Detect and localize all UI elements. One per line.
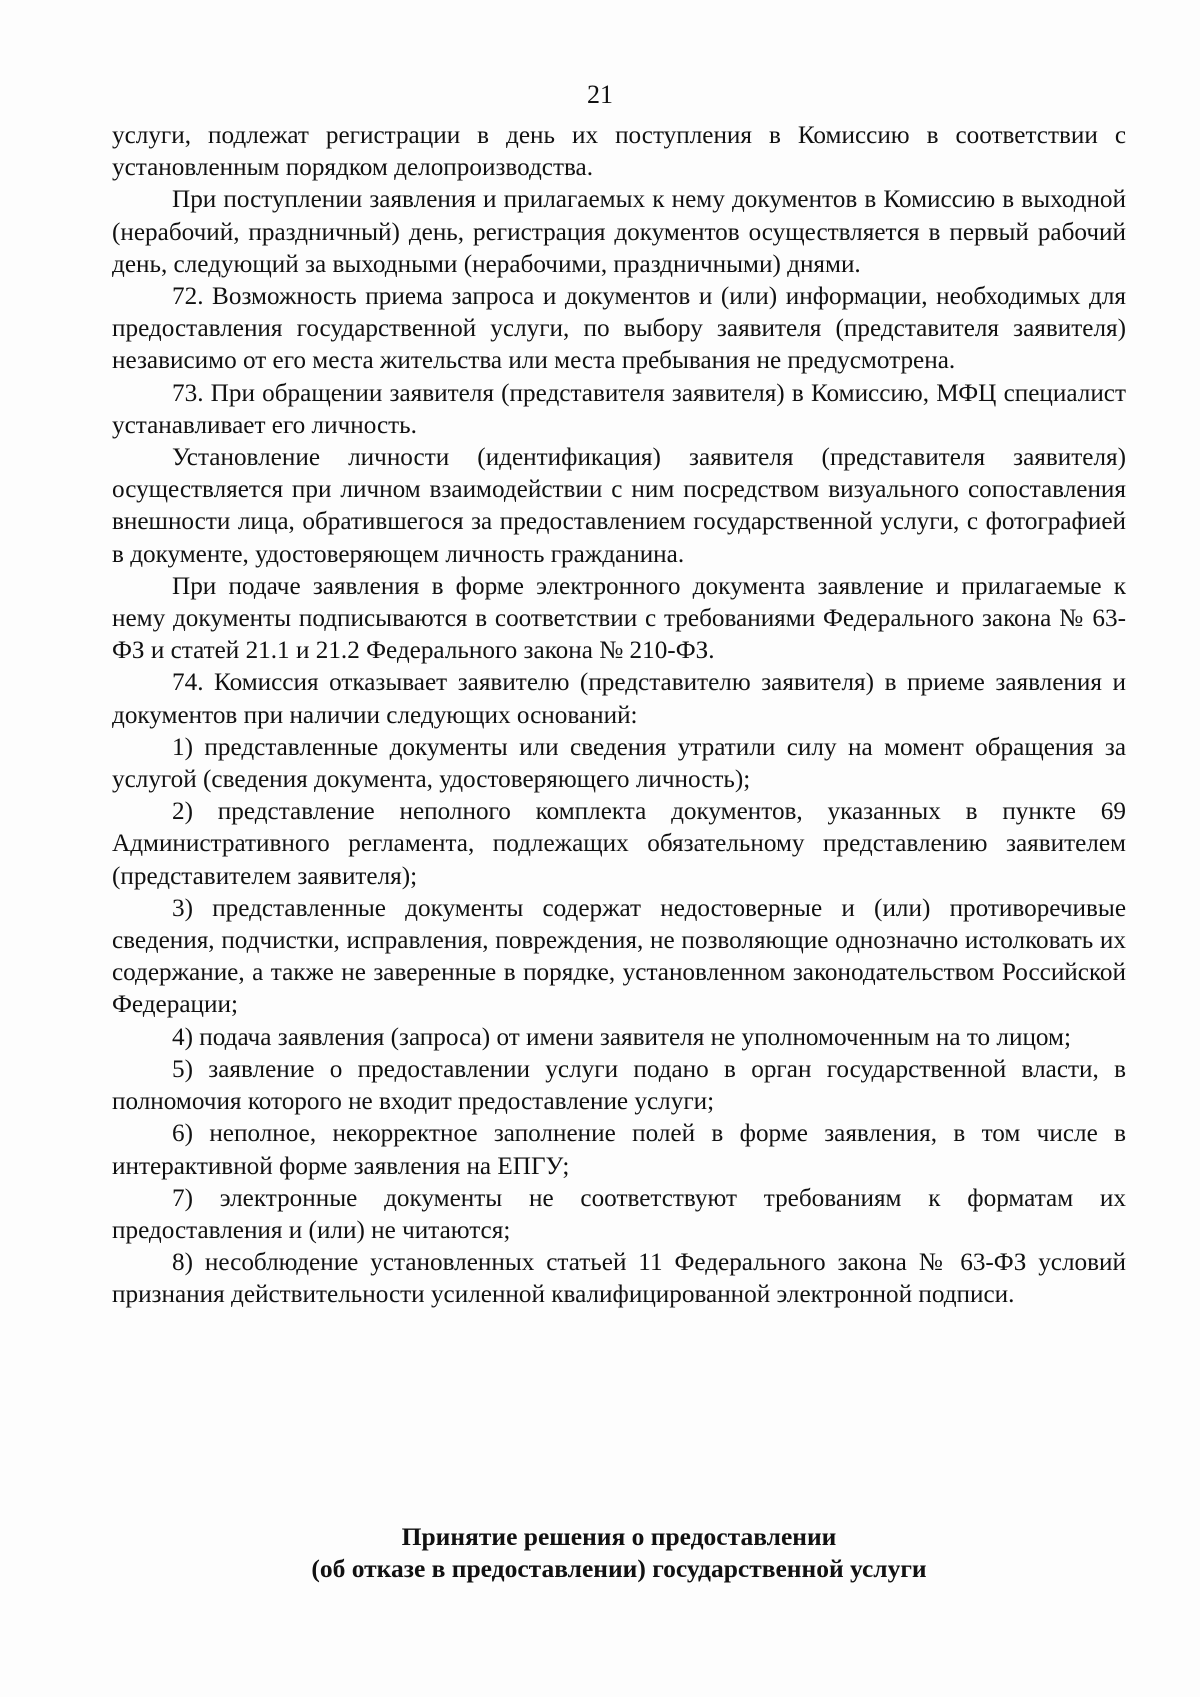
list-item-4: 4) подача заявления (запроса) от имени заявителя не уполномоченным на то лицом; (172, 1023, 1071, 1051)
paragraph-72: 72. Возможность приема запроса и документов и (или) информации, необходимых для предоставления государственной услуги, по выбору заявителя (представителя заявителя) независимо от его места жительства или места пребывания не предусмотрена. (112, 283, 1126, 375)
list-item-2: 2) представление неполного комплекта документов, указанных в пункте 69 Административного регламента, подлежащих обязательному представлению заявителем (представителем заявителя); (112, 798, 1126, 890)
list-item-7: 7) электронные документы не соответствуют требованиям к форматам их предоставления и (или) не читаются; (112, 1184, 1126, 1244)
list-item-5: 5) заявление о предоставлении услуги подано в орган государственной власти, в полномочия которого не входит предоставление услуги; (112, 1055, 1126, 1116)
paragraph-74: 74. Комиссия отказывает заявителю (представителю заявителя) в приеме заявления и документов при наличии следующих оснований: (112, 669, 1126, 729)
section-heading-line-1: Принятие решения о предоставлении (401, 1522, 837, 1551)
paragraph-continuation: услуги, подлежат регистрации в день их поступления в Комиссию в соответствии с установленным порядком делопроизводства. (112, 122, 1126, 182)
paragraph-weekend-registration: При поступлении заявления и прилагаемых к нему документов в Комиссию в выходной (нерабочий, праздничный) день, регистрация документов осуществляется в первый рабочий день, следующий за выходными (нерабочими, праздничными) днями. (112, 186, 1126, 278)
page-number: 21 (587, 80, 613, 109)
list-item-3: 3) представленные документы содержат недостоверные и (или) противоречивые сведения, подчистки, исправления, повреждения, не позволяющие однозначно истолковать их содержание, а также не заверенные в порядке, установленном законодательством Российской Федерации; (112, 894, 1126, 1019)
section-heading (112, 1521, 1126, 1585)
document-body (112, 120, 1126, 1312)
paragraph-electronic-document: При подаче заявления в форме электронного документа заявление и прилагаемые к нему документы подписываются в соответствии с требованиями Федерального закона № 63-ФЗ и статей 21.1 и 21.2 Федерального закона № 210-ФЗ. (112, 572, 1126, 665)
list-item-8: 8) несоблюдение установленных статьей 11 Федерального закона № 63-ФЗ условий признания действительности усиленной квалифицированной электронной подписи. (112, 1249, 1126, 1309)
list-item-1: 1) представленные документы или сведения утратили силу на момент обращения за услугой (сведения документа, удостоверяющего личность); (112, 733, 1126, 794)
paragraph-73: 73. При обращении заявителя (представителя заявителя) в Комиссию, МФЦ специалист устанавливает его личность. (112, 379, 1126, 439)
section-heading-line-2: (об отказе в предоставлении) государственной услуги (311, 1554, 927, 1583)
paragraph-identification: Установление личности (идентификация) заявителя (представителя заявителя) осуществляется при личном взаимодействии с ним посредством визуального сопоставления внешности лица, обратившегося за предоставлением государственной услуги, с фотографией в документе, удостоверяющем личность гражданина. (112, 444, 1126, 568)
list-item-6: 6) неполное, некорректное заполнение полей в форме заявления, в том числе в интерактивной форме заявления на ЕПГУ; (112, 1120, 1126, 1180)
